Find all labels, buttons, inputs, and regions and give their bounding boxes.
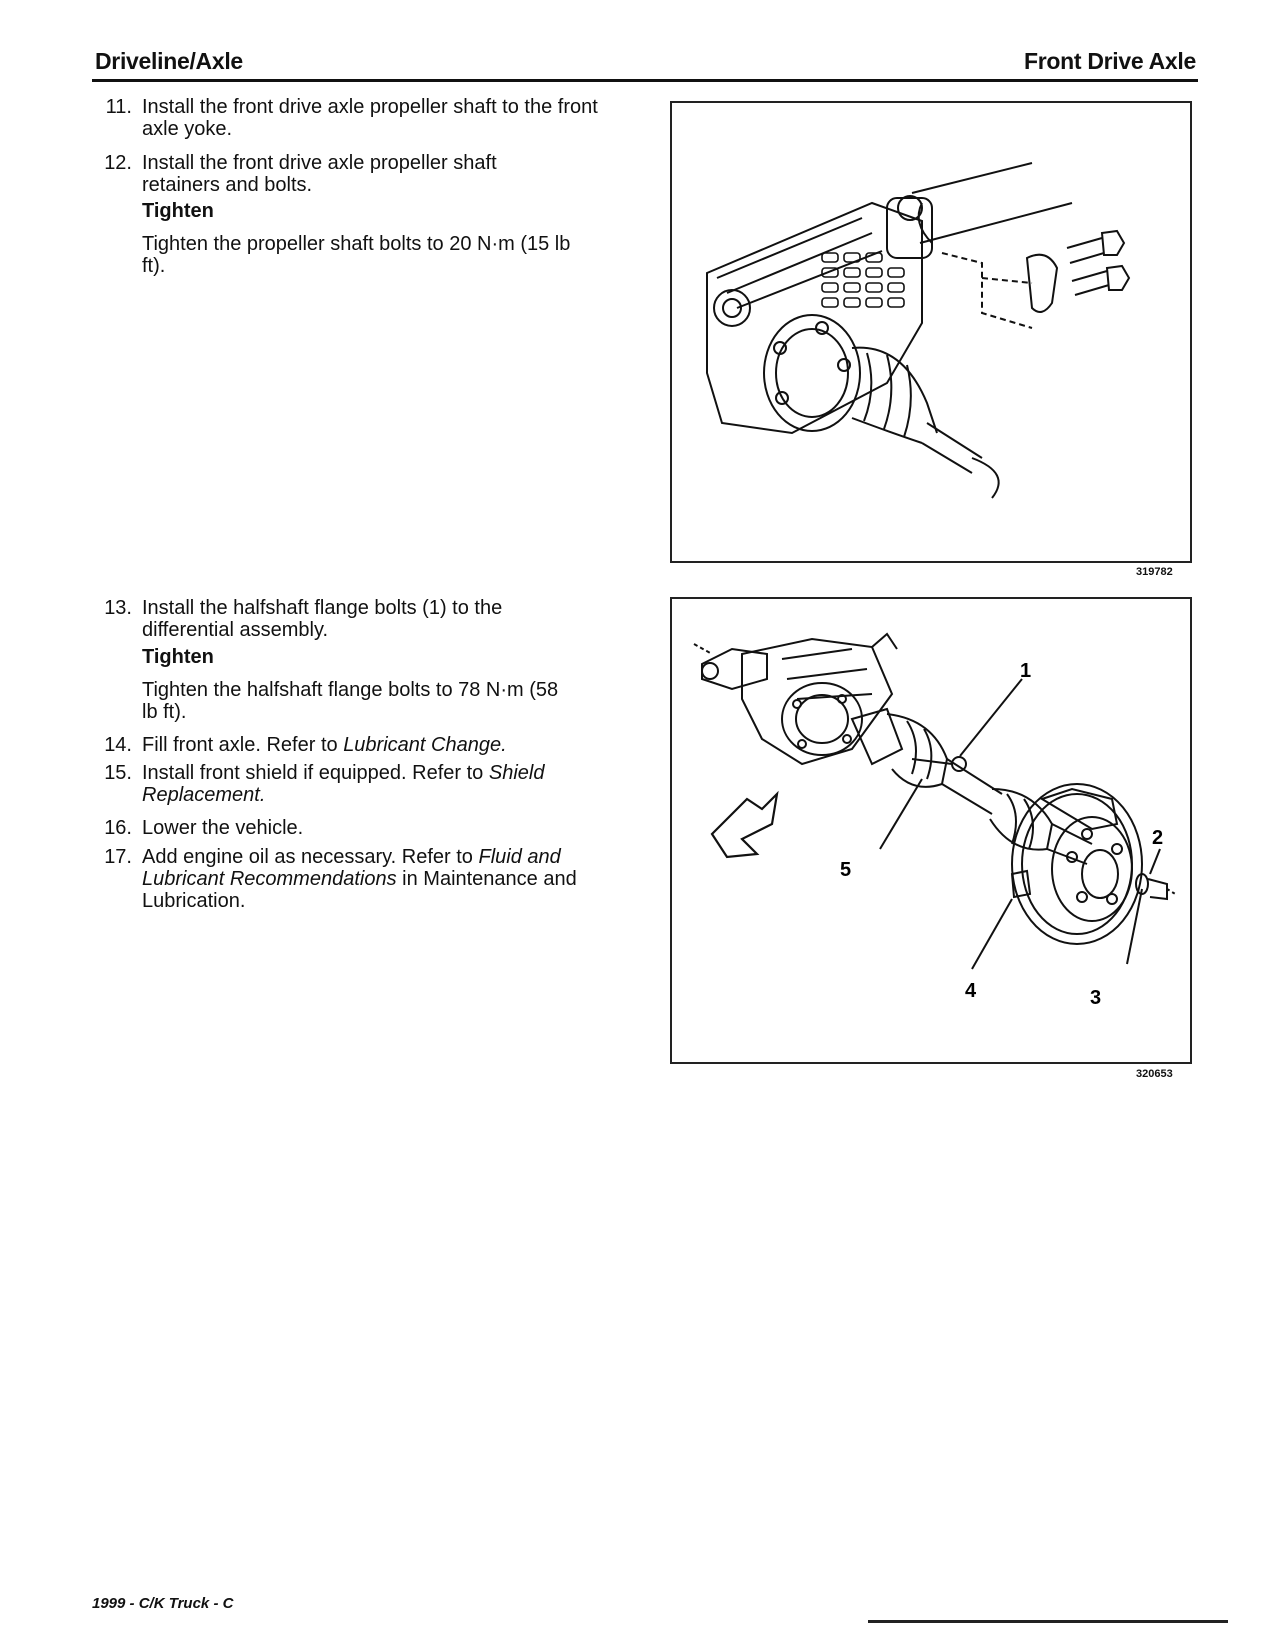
step-number: 16.: [104, 817, 132, 839]
page-footer: 1999 - C/K Truck - C: [92, 1595, 234, 1612]
callout-1: 1: [1020, 660, 1032, 682]
callout-2: 2: [1152, 827, 1164, 849]
reference-link[interactable]: Fluid and Lubricant Recommendations: [142, 846, 561, 890]
callout-3: 3: [1090, 987, 1102, 1009]
header-rule: [92, 79, 1198, 82]
figure-propeller-shaft: [670, 101, 1192, 563]
tighten-text: Tighten the propeller shaft bolts to 20 N·m (15 lb ft).: [142, 233, 571, 277]
halfshaft-illustration: [672, 599, 1190, 1062]
step-text: Install the front drive axle propeller shaft retainers and bolts.: [142, 152, 497, 196]
step-number: 17.: [104, 846, 132, 868]
page-title: Front Drive Axle: [1023, 48, 1196, 74]
callout-5: 5: [840, 859, 852, 881]
tighten-heading: Tighten: [142, 646, 214, 668]
step-text: Install the halfshaft flange bolts (1) to the differential assembly.: [142, 597, 503, 641]
step-number: 15.: [104, 762, 132, 784]
figure-halfshaft: [670, 597, 1192, 1064]
step-number: 11.: [105, 96, 132, 118]
step-number: 13.: [104, 597, 132, 619]
figure-id: 319782: [1136, 566, 1173, 578]
step-text: Lower the vehicle.: [142, 817, 304, 839]
reference-link[interactable]: Lubricant Change.: [343, 734, 507, 756]
section-title: Driveline/Axle: [95, 48, 243, 74]
step-text: Add engine oil as necessary. Refer to: [142, 846, 473, 868]
step-text-after: in Maintenance and Lubrication.: [142, 868, 577, 912]
footer-rule: [868, 1620, 1228, 1623]
step-text: Fill front axle. Refer to: [142, 734, 338, 756]
step-number: 14.: [104, 734, 132, 756]
tighten-heading: Tighten: [142, 200, 214, 222]
callout-4: 4: [965, 980, 977, 1002]
tighten-text: Tighten the halfshaft flange bolts to 78 N·m (58 lb ft).: [142, 679, 559, 723]
figure-id: 320653: [1136, 1068, 1173, 1080]
step-text: Install the front drive axle propeller shaft to the front axle yoke.: [142, 96, 598, 140]
step-number: 12.: [104, 152, 132, 174]
step-text: Install front shield if equipped. Refer to: [142, 762, 484, 784]
propeller-shaft-illustration: [672, 103, 1190, 561]
reference-link[interactable]: Shield Replacement.: [142, 762, 545, 806]
